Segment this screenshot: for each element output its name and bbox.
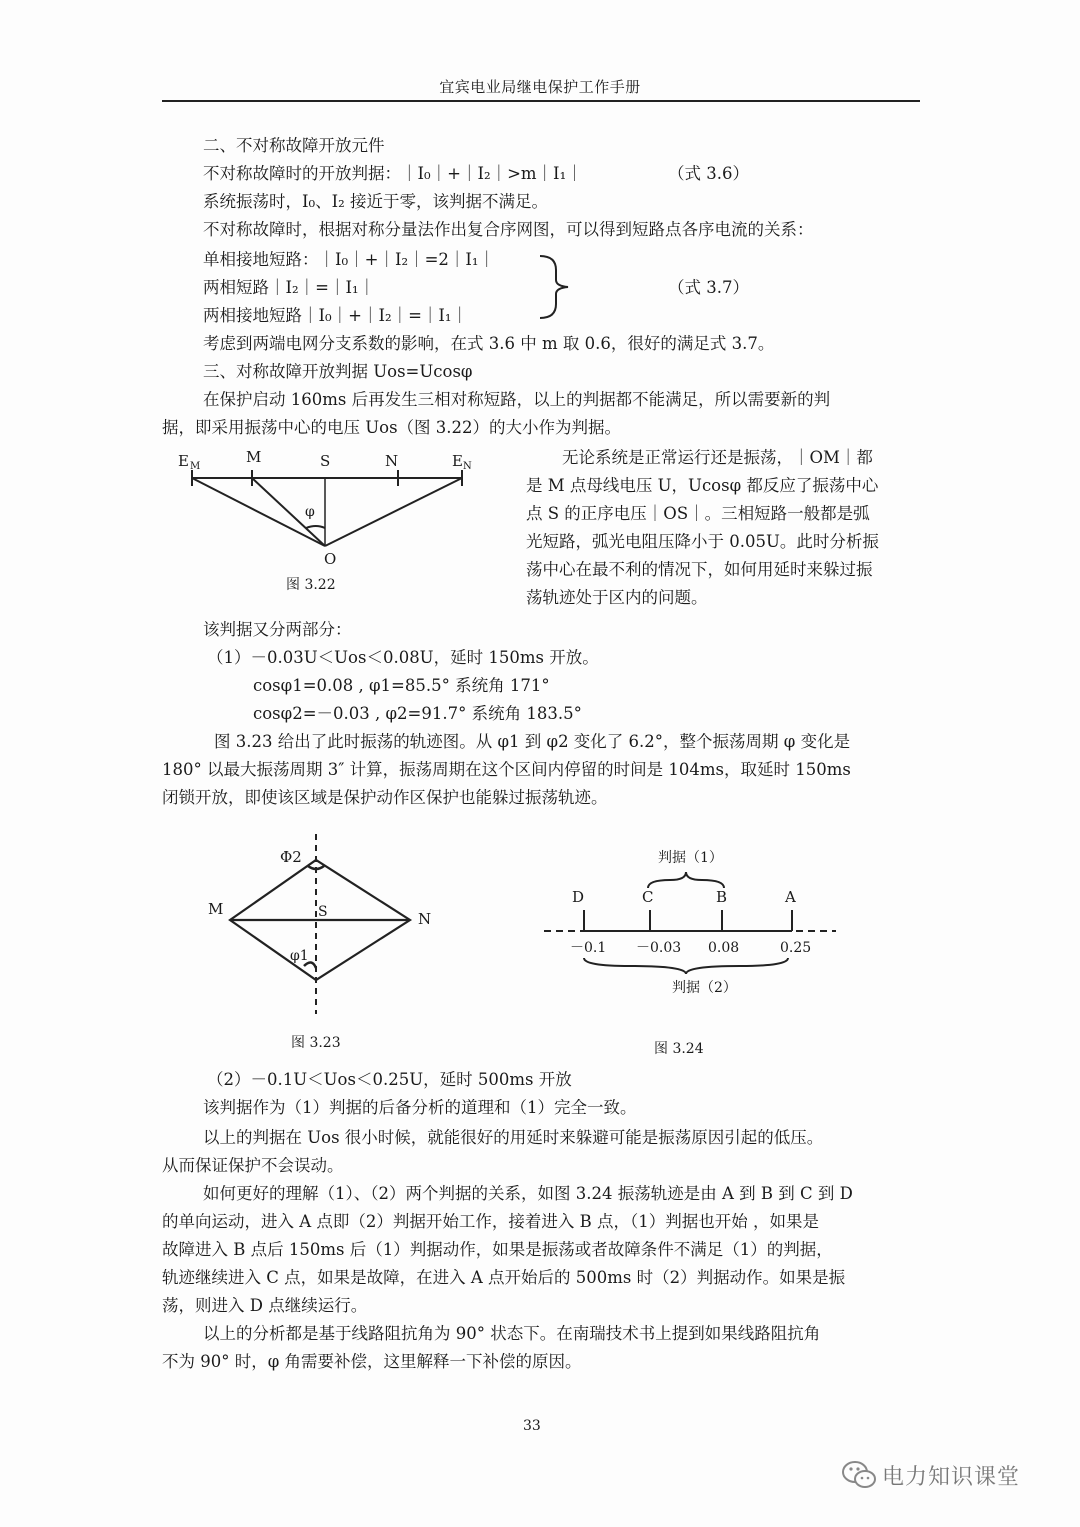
figure-3-22: [170, 440, 500, 580]
paragraph-line: 故障进入 B 点后 150ms 后（1）判据动作，如果是振荡或者故障条件不满足（1）的判据，: [162, 1240, 833, 1259]
label-phi: φ: [305, 504, 315, 520]
paragraph-line: 以上的分析都是基于线路阻抗角为 90° 状态下。在南瑞技术书上提到如果线路阻抗角: [203, 1324, 821, 1343]
paragraph-line: 荡，则进入 D 点继续运行。: [162, 1296, 368, 1315]
bottom-criterion-label: 判据（2）: [672, 980, 737, 996]
label-m: M: [208, 900, 224, 918]
section-three-title: 三、对称故障开放判据 Uos=Ucosφ: [203, 362, 473, 381]
paragraph-line: 从而保证保护不会误动。: [162, 1156, 344, 1175]
paragraph-line: 180° 以最大振荡周期 3″ 计算，振荡周期在这个区间内停留的时间是 104ms，取延时 150ms: [162, 760, 851, 779]
label-s: S: [318, 904, 328, 920]
label-em-sub: M: [190, 461, 201, 472]
paragraph-line: 轨迹继续进入 C 点，如果是故障，在进入 A 点开始后的 500ms 时（2）判据动作。如果是振: [162, 1268, 846, 1287]
side-text-line: 荡轨迹处于区内的问题。: [526, 588, 708, 607]
wechat-icon: [840, 1458, 880, 1492]
paragraph-line: 据，即采用振荡中心的电压 Uos（图 3.22）的大小作为判据。: [162, 418, 622, 437]
tick-label: 0.08: [708, 940, 740, 956]
figure-3-22-caption: 图 3.22: [286, 577, 336, 593]
criterion-one: （1）－0.03U＜Uos＜0.08U，延时 150ms 开放。: [207, 648, 599, 667]
right-brace: [536, 252, 576, 322]
label-n: N: [385, 452, 399, 470]
side-text-line: 是 M 点母线电压 U，Ucosφ 都反应了振荡中心: [526, 476, 879, 495]
case-two-phase: 两相短路｜I₂｜=｜I₁｜: [203, 278, 376, 297]
side-text-line: 荡中心在最不利的情况下，如何用延时来躲过振: [526, 560, 873, 579]
top-criterion-label: 判据（1）: [658, 850, 723, 866]
text-line: 系统振荡时，I₀、I₂ 接近于零，该判据不满足。: [203, 192, 549, 211]
case-single-phase: 单相接地短路：｜I₀｜+｜I₂｜=2｜I₁｜: [203, 250, 496, 269]
paragraph-line: 的单向运动，进入 A 点即（2）判据开始工作，接着进入 B 点，（1）判据也开始 ，如果是: [162, 1212, 820, 1231]
label-phi1: φ1: [290, 948, 309, 964]
figure-3-23-caption: 图 3.23: [291, 1035, 341, 1051]
figure-3-23: [200, 830, 440, 1020]
label-em: E: [178, 452, 189, 470]
side-text-line: 点 S 的正序电压｜OS｜。三相短路一般都是弧: [526, 504, 870, 523]
label-m: M: [246, 448, 262, 466]
point-d: D: [572, 888, 585, 906]
page-number: 33: [523, 1418, 541, 1434]
figure-3-24-caption: 图 3.24: [654, 1041, 704, 1057]
side-text-line: 无论系统是正常运行还是振荡，｜OM｜都: [562, 448, 873, 467]
formula-3-7-number: （式 3.7）: [668, 278, 749, 297]
formula-3-6: 不对称故障时的开放判据：｜I₀｜+｜I₂｜>m｜I₁｜: [203, 164, 583, 183]
text-line: 考虑到两端电网分支系数的影响，在式 3.6 中 m 取 0.6，很好的满足式 3.7。: [203, 334, 775, 353]
running-header: 宜宾电业局继电保护工作手册: [439, 78, 641, 96]
text-line: 该判据又分两部分：: [203, 620, 352, 639]
paragraph-line: 不为 90° 时，φ 角需要补偿，这里解释一下补偿的原因。: [162, 1352, 582, 1371]
criterion-two: （2）－0.1U＜Uos＜0.25U，延时 500ms 开放: [207, 1070, 572, 1089]
paragraph-line: 在保护启动 160ms 后再发生三相对称短路，以上的判据都不能满足，所以需要新的判: [203, 390, 831, 409]
paragraph-line: 以上的判据在 Uos 很小时候，就能很好的用延时来躲避可能是振荡原因引起的低压。: [203, 1128, 824, 1147]
paragraph-line: 闭锁开放，即使该区域是保护动作区保护也能躲过振荡轨迹。: [162, 788, 608, 807]
tick-label: －0.1: [570, 940, 607, 956]
side-text-line: 光短路，弧光电阻压降小于 0.05U。此时分析振: [526, 532, 879, 551]
tick-label: －0.03: [636, 940, 682, 956]
label-s: S: [320, 452, 331, 470]
point-b: B: [716, 888, 728, 906]
point-c: C: [642, 888, 654, 906]
paragraph-line: 如何更好的理解（1）、（2）两个判据的关系，如图 3.24 振荡轨迹是由 A 到 B 到 C 到 D: [203, 1184, 853, 1203]
figure-3-24: [540, 840, 840, 1000]
paragraph-line: 图 3.23 给出了此时振荡的轨迹图。从 φ1 到 φ2 变化了 6.2°，整个振荡周期 φ 变化是: [214, 732, 851, 751]
watermark-text: 电力知识课堂: [882, 1465, 1021, 1490]
tick-label: 0.25: [780, 940, 812, 956]
label-en-sub: N: [463, 461, 472, 472]
header-rule: [162, 100, 920, 102]
label-phi2: Φ2: [280, 848, 302, 866]
formula-3-6-number: （式 3.6）: [668, 164, 749, 183]
label-n: N: [418, 910, 432, 928]
text-line: 不对称故障时，根据对称分量法作出复合序网图，可以得到短路点各序电流的关系：: [203, 220, 814, 239]
section-two-title: 二、不对称故障开放元件: [203, 136, 385, 155]
text-line: 该判据作为（1）判据的后备分析的道理和（1）完全一致。: [203, 1098, 637, 1117]
formula-line: cosφ2=－0.03 , φ2=91.7° 系统角 183.5°: [253, 704, 582, 723]
point-a: A: [785, 888, 796, 906]
label-en: E: [452, 452, 463, 470]
case-two-phase-ground: 两相接地短路｜I₀｜+｜I₂｜=｜I₁｜: [203, 306, 469, 325]
label-o: O: [324, 550, 337, 568]
formula-line: cosφ1=0.08 , φ1=85.5° 系统角 171°: [253, 676, 550, 695]
